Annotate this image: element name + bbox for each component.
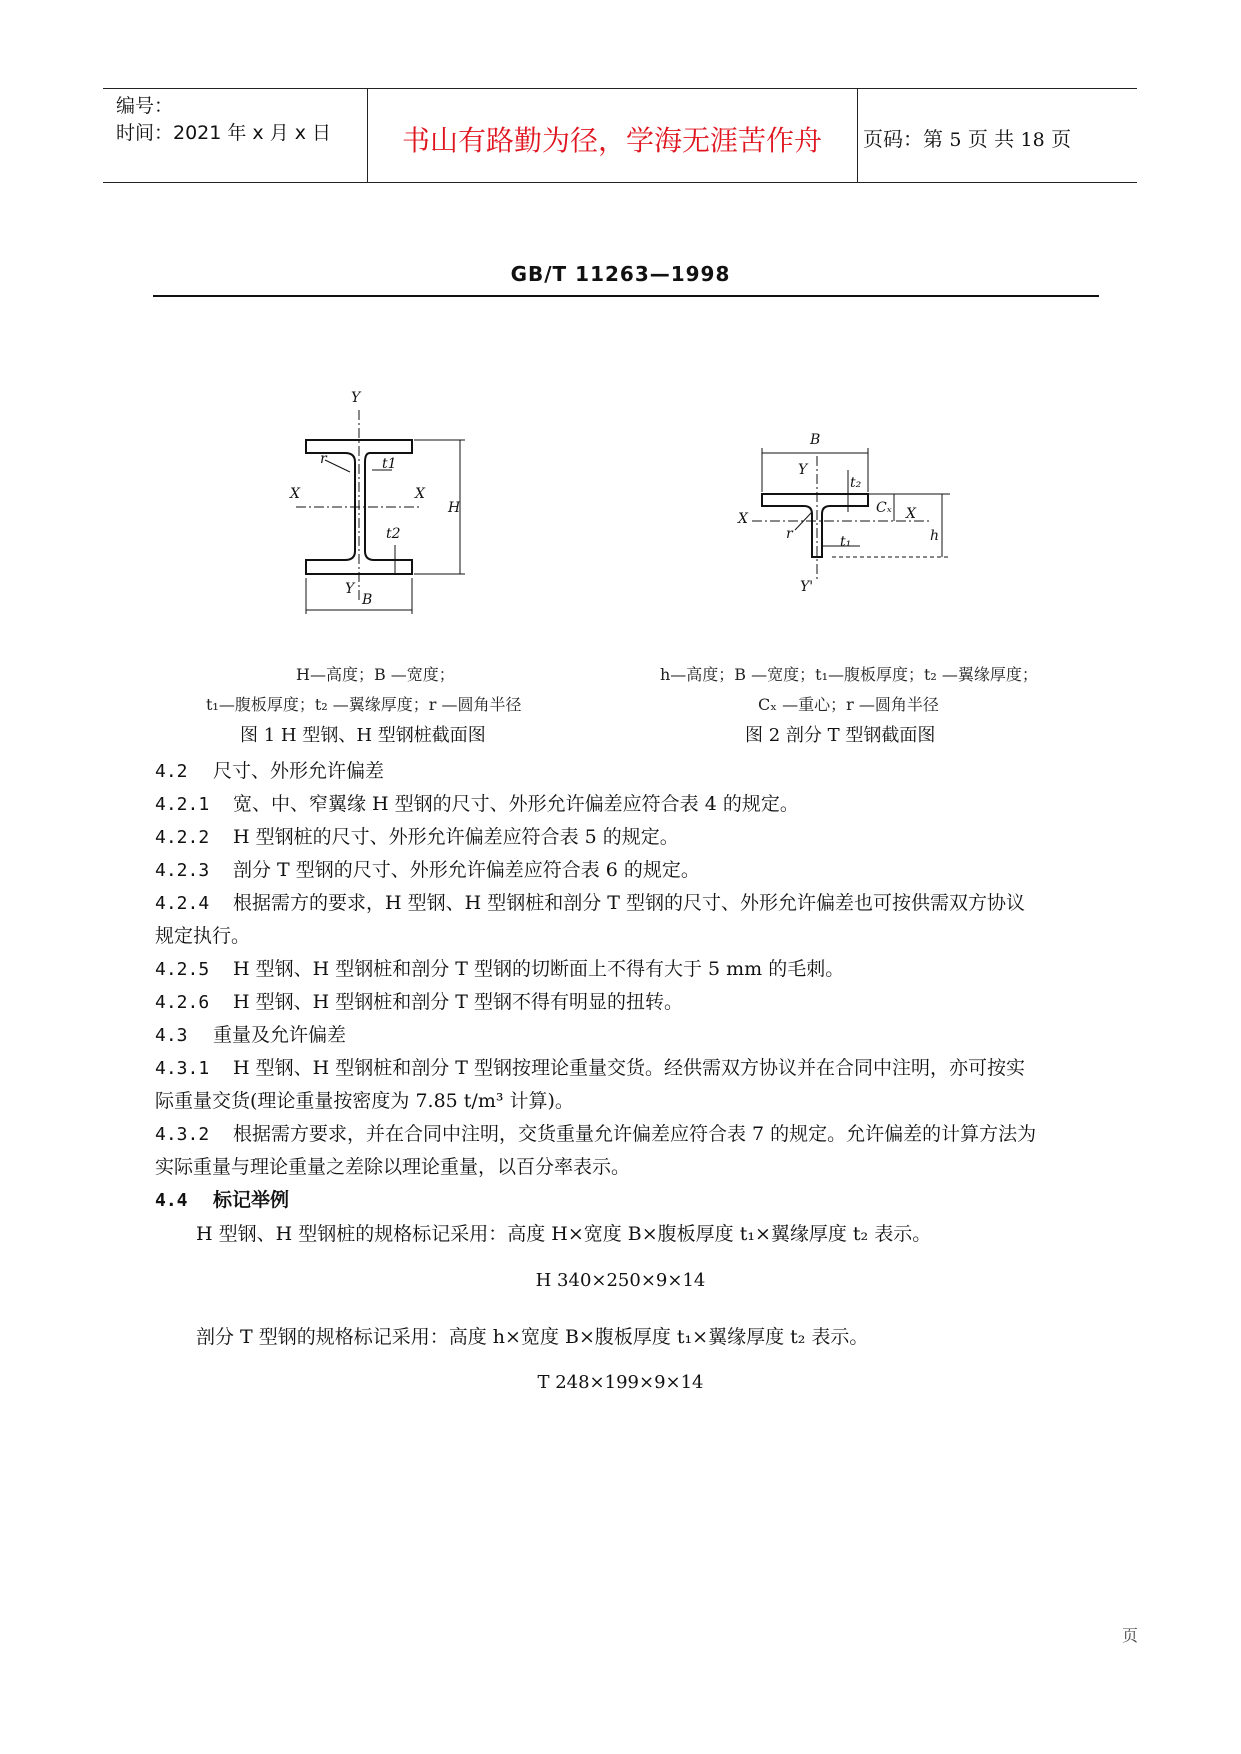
page-total: 18 xyxy=(1020,129,1045,151)
mark-h-example: H 340×250×9×14 xyxy=(535,1270,706,1291)
section-4-2-1: 4.2.1 宽、中、窄翼缘 H 型钢的尺寸、外形允许偏差应符合表 4 的规定。 xyxy=(155,793,799,815)
figure2-legend-line2: Cₓ —重心；r —圆角半径 xyxy=(758,695,939,714)
h-label-x-left: X xyxy=(290,486,300,502)
section-4-4: 4.4 标记举例 xyxy=(155,1189,290,1211)
section-4-2-6: 4.2.6 H 型钢、H 型钢桩和剖分 T 型钢不得有明显的扭转。 xyxy=(155,991,683,1013)
h-label-r: r xyxy=(320,451,327,467)
figures-svg xyxy=(0,0,1241,760)
mark-t-description: 剖分 T 型钢的规格标记采用：高度 h×宽度 B×腹板厚度 t₁×翼缘厚度 t₂ 表示。 xyxy=(196,1326,869,1348)
page-prefix: 页码：第 xyxy=(863,127,943,151)
h-label-y-bottom: Y xyxy=(345,581,355,597)
h-label-B: B xyxy=(362,592,373,608)
t-label-t2: t₂ xyxy=(850,475,862,491)
section-4-3-1-cont: 际重量交货(理论重量按密度为 7.85 t/m³ 计算)。 xyxy=(155,1090,574,1112)
h-label-x-right: X xyxy=(415,486,425,502)
t-label-r: r xyxy=(786,526,793,542)
section-4-2-3: 4.2.3 剖分 T 型钢的尺寸、外形允许偏差应符合表 6 的规定。 xyxy=(155,859,700,881)
section-4-2-2: 4.2.2 H 型钢桩的尺寸、外形允许偏差应符合表 5 的规定。 xyxy=(155,826,679,848)
figure2-t-section xyxy=(762,494,868,557)
h-label-y-top: Y xyxy=(351,390,361,406)
standard-code: GB/T 11263—1998 xyxy=(510,262,731,286)
t-beam-outline xyxy=(762,494,868,557)
section-4-2-5: 4.2.5 H 型钢、H 型钢桩和剖分 T 型钢的切断面上不得有大于 5 mm 的毛刺。 xyxy=(155,958,845,980)
t-label-B: B xyxy=(810,432,821,448)
page-footer: 页 xyxy=(1122,1626,1139,1645)
section-4-2: 4.2 尺寸、外形允许偏差 xyxy=(155,760,385,782)
figure1-legend-line2: t₁—腹板厚度；t₂ —翼缘厚度；r —圆角半径 xyxy=(206,695,522,714)
mark-t-example: T 248×199×9×14 xyxy=(537,1372,704,1393)
figure2-legend-line1: h—高度；B —宽度；t₁—腹板厚度；t₂ —翼缘厚度； xyxy=(660,665,1038,684)
t-label-y-bottom: Y' xyxy=(800,579,814,595)
section-4-3-2-cont: 实际重量与理论重量之差除以理论重量，以百分率表示。 xyxy=(155,1156,631,1178)
h-label-t2: t2 xyxy=(386,526,401,542)
page-mid: 页 共 xyxy=(967,127,1015,151)
figure1-legend-line1: H—高度；B —宽度； xyxy=(296,665,455,684)
t-label-t1: t₁ xyxy=(840,534,852,550)
section-4-3: 4.3 重量及允许偏差 xyxy=(155,1024,347,1046)
page-current: 5 xyxy=(949,129,962,151)
figure2-title: 图 2 剖分 T 型钢截面图 xyxy=(745,725,936,746)
time-label: 时间：2021 年 x 月 x 日 xyxy=(116,122,332,144)
mark-h-description: H 型钢、H 型钢桩的规格标记采用：高度 H×宽度 B×腹板厚度 t₁×翼缘厚度 t₂ 表示。 xyxy=(196,1223,932,1245)
figure1-title: 图 1 H 型钢、H 型钢桩截面图 xyxy=(240,725,486,746)
t-label-x-left: X xyxy=(738,511,748,527)
header-motto: 书山有路勤为径，学海无涯苦作舟 xyxy=(401,124,822,157)
section-4-3-1: 4.3.1 H 型钢、H 型钢桩和剖分 T 型钢按理论重量交货。经供需双方协议并在合同中注明，亦可按实 xyxy=(155,1057,1025,1079)
h-label-H: H xyxy=(448,500,461,516)
number-label: 编号： xyxy=(116,95,174,117)
page-suffix: 页 xyxy=(1051,127,1072,151)
section-4-3-2: 4.3.2 根据需方要求，并在合同中注明，交货重量允许偏差应符合表 7 的规定。允许偏差的计算方法为 xyxy=(155,1123,1037,1145)
t-label-cx: Cₓ xyxy=(876,500,892,516)
section-4-2-4-cont: 规定执行。 xyxy=(155,925,251,947)
t-label-x-right: X xyxy=(906,506,916,522)
t-label-h: h xyxy=(930,528,940,544)
section-4-2-4: 4.2.4 根据需方的要求，H 型钢、H 型钢桩和剖分 T 型钢的尺寸、外形允许偏差也可按供需双方协议 xyxy=(155,892,1025,914)
t-label-y-top: Y xyxy=(798,462,808,478)
h-label-t1: t1 xyxy=(382,456,397,472)
